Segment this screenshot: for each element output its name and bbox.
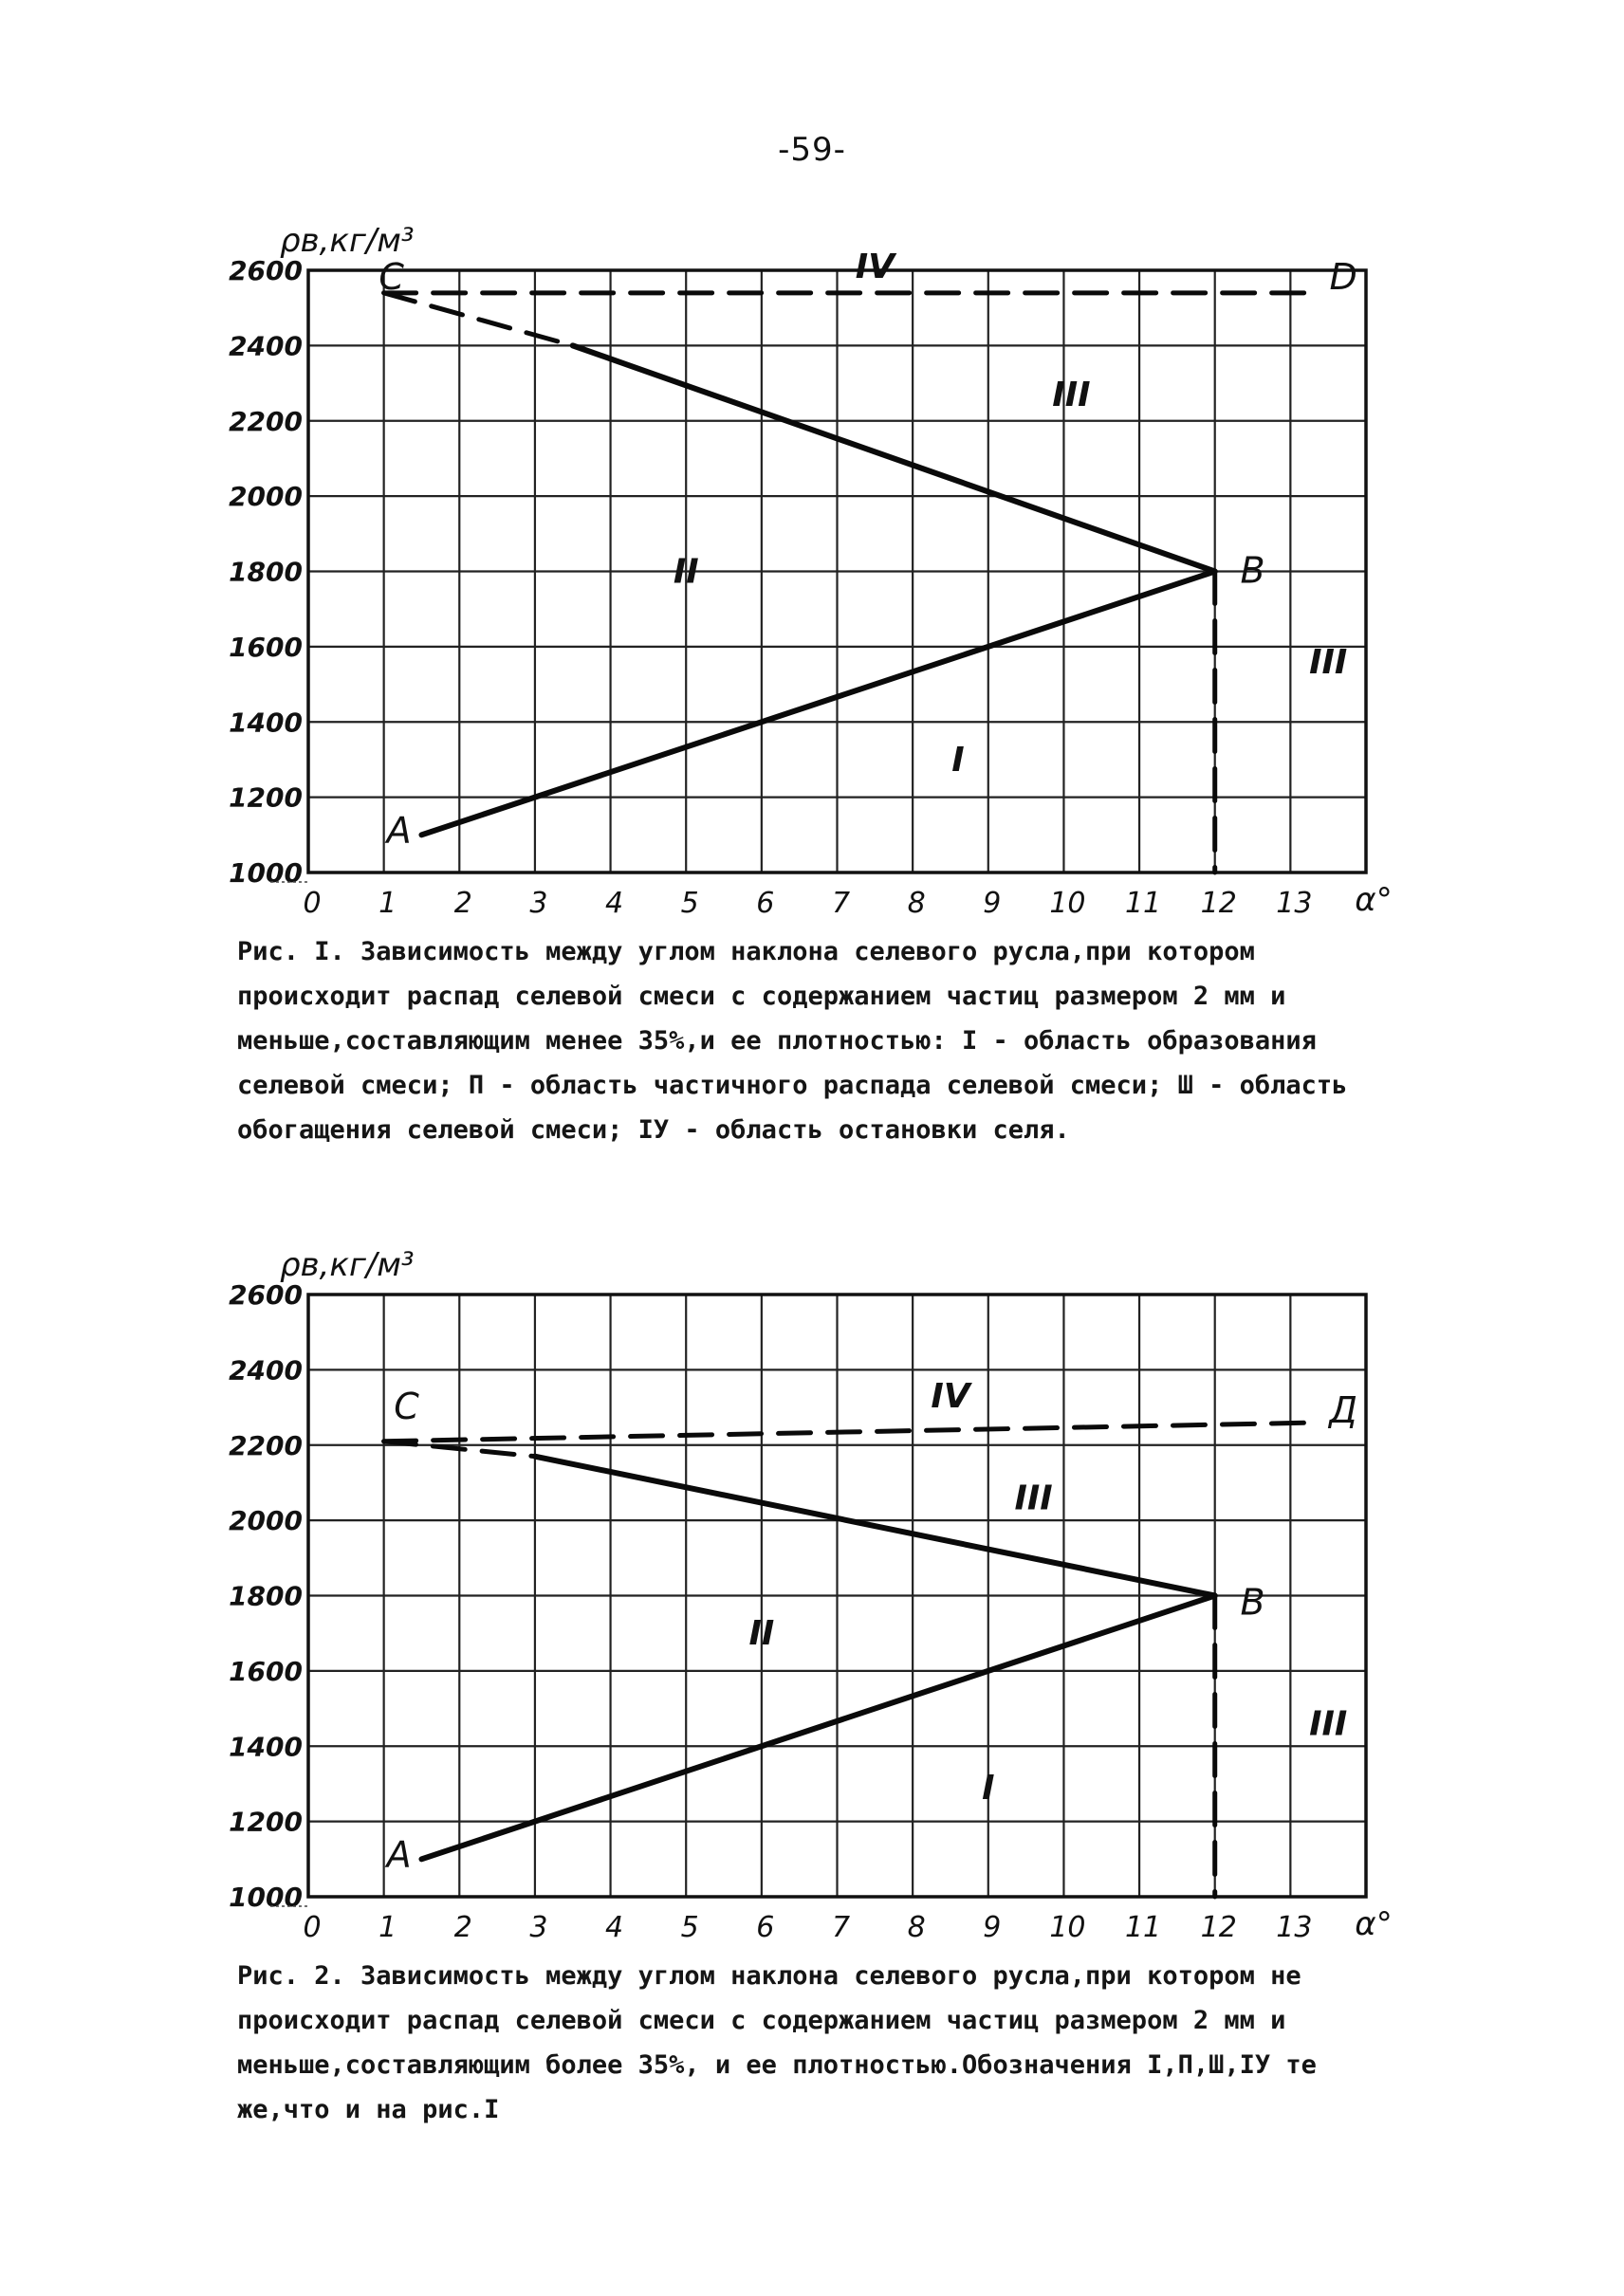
x-tick-label: 4 [605,887,624,920]
x-tick-label: 10 [1049,1911,1086,1944]
y-tick-label: 1200 [229,1806,303,1838]
region-label: II [673,552,699,592]
figure-1-caption: Рис. I. Зависимость между углом наклона селевого русла,при котором происходит распад селевой смеси с содержанием частиц размером 2 мм и меньше,составляющим менее 35%,и ее плотностью: I - область образования селевой смеси; П - область частичного распада селевой смеси; Ш - область обогащения селевой смеси; IУ - область остановки селя. [237,937,1363,1145]
point-label: C [378,255,404,298]
x-tick-label: 6 [756,1911,775,1944]
y-tick-label: 1800 [229,556,303,588]
y-tick-label: 2000 [229,1505,303,1537]
x-tick-label: 7 [831,1911,851,1944]
point-label: A [386,809,412,852]
y-tick-label: 2400 [229,330,303,362]
y-tick-label: 1400 [229,707,303,739]
x-tick-label: 1 [378,887,397,920]
region-label: III [1052,375,1091,414]
x-tick-label: 8 [907,887,926,920]
region-label: III [1309,1704,1348,1744]
x-tick-label: 0 [303,887,322,920]
x-tick-label: 12 [1200,887,1237,920]
x-tick-label: 1 [378,1911,397,1944]
x-tick-label: 7 [831,887,851,920]
x-tick-label: 3 [529,1911,548,1944]
x-tick-label: 11 [1124,1911,1162,1944]
boundary-line-dashed [384,293,573,346]
region-label: II [748,1614,775,1654]
point-label: A [386,1833,412,1876]
point-label: D [1329,255,1357,298]
y-tick-label: 1600 [229,631,303,663]
y-tick-label: 1000 [229,1882,303,1913]
x-tick-label: 4 [605,1911,624,1944]
x-tick-label: 9 [983,1911,1002,1944]
x-tick-label: 2 [453,1911,472,1944]
boundary-line-solid [573,345,1215,571]
x-tick-label: 5 [680,1911,699,1944]
region-label: IV [931,1377,970,1417]
region-label: III [1014,1479,1053,1518]
x-tick-label: 6 [756,887,775,920]
x-axis-label: α° [1355,881,1393,919]
x-tick-label: 12 [1200,1911,1237,1944]
y-tick-label: 2400 [229,1354,303,1387]
y-tick-label: 1400 [229,1731,303,1763]
point-label: B [1240,1581,1265,1624]
boundary-line-solid [535,1457,1215,1596]
y-axis-label: ρв,кг/м³ [280,1246,415,1284]
page-number: -59- [778,131,846,169]
y-tick-label: 1200 [229,781,303,814]
y-tick-label: 2200 [229,1429,303,1461]
x-tick-label: 13 [1276,887,1313,920]
figure-2-caption: Рис. 2. Зависимость между углом наклона селевого русла,при котором не происходит распад селевой смеси с содержанием частиц размером 2 мм и меньше,составляющим более 35%, и ее плотностью.Обозначения I,П,Ш,IУ те же,что и на рис.I [237,1961,1333,2124]
x-tick-label: 8 [907,1911,926,1944]
region-label: III [1309,642,1348,682]
y-tick-label: 1800 [229,1580,303,1612]
x-tick-label: 5 [680,887,699,920]
x-tick-label: 10 [1049,887,1086,920]
y-tick-label: 2600 [229,255,303,286]
point-label: C [394,1386,419,1428]
region-label: I [982,1768,995,1808]
region-label: IV [855,248,895,287]
y-tick-label: 2000 [229,481,303,513]
y-tick-label: 2200 [229,405,303,437]
chart-figure-2 [0,1214,1624,1954]
y-tick-label: 2600 [229,1279,303,1311]
x-tick-label: 9 [983,887,1002,920]
boundary-line-dashed [384,1423,1321,1442]
boundary-line-solid [421,572,1214,836]
x-tick-label: 11 [1124,887,1162,920]
x-tick-label: 0 [303,1911,322,1944]
y-tick-label: 1000 [229,857,303,889]
y-axis-label: ρв,кг/м³ [280,222,415,260]
x-tick-label: 2 [453,887,472,920]
x-tick-label: 13 [1276,1911,1313,1944]
point-label: Д [1329,1389,1357,1432]
boundary-line-solid [421,1596,1214,1860]
x-tick-label: 3 [529,887,548,920]
point-label: B [1240,549,1265,592]
x-axis-label: α° [1355,1905,1393,1943]
region-label: I [951,740,965,780]
chart-figure-1 [0,190,1624,929]
y-tick-label: 1600 [229,1655,303,1687]
